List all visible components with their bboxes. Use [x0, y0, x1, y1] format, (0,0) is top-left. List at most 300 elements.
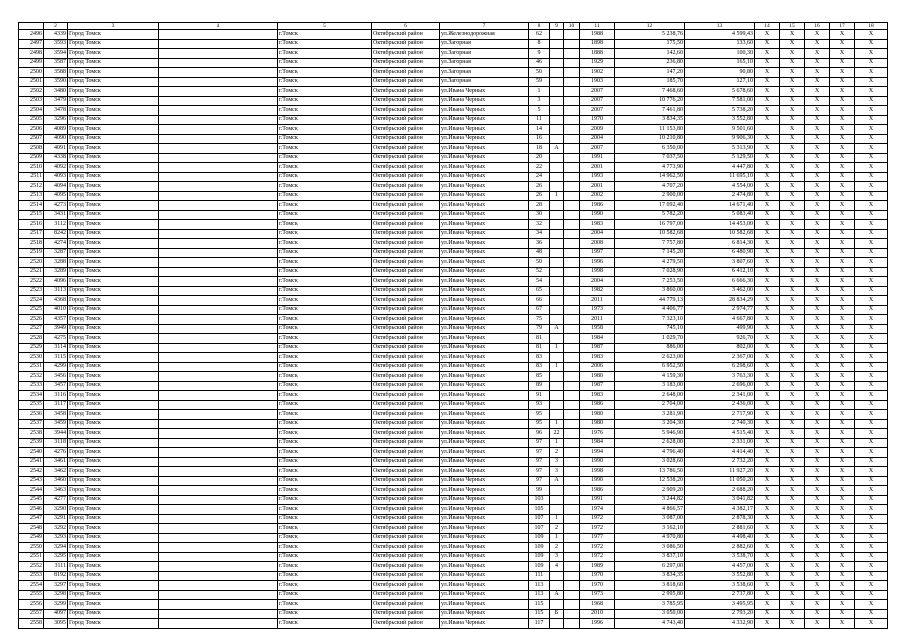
living-area-cell: 2 367,00: [685, 353, 755, 363]
street-cell: ул.Загорная: [440, 58, 529, 68]
flag-16-cell: X: [805, 353, 830, 363]
row-index-cell: 2533: [19, 381, 44, 391]
street-cell: ул.Ивана Черных: [440, 87, 529, 97]
flag-14-cell: X: [755, 581, 780, 591]
letter-cell: [564, 191, 580, 201]
flag-17-cell: X: [830, 125, 855, 135]
district-cell: Октябрьский район: [372, 258, 440, 268]
locality-cell: г.Томск: [278, 305, 372, 315]
municipality-cell: Город Томск: [68, 258, 159, 268]
living-area-cell: 2 696,00: [685, 381, 755, 391]
flag-18-cell: X: [855, 125, 888, 135]
living-area-cell: 3 495,95: [685, 600, 755, 610]
district-cell: Октябрьский район: [372, 486, 440, 496]
blank-cell-cell: [159, 191, 278, 201]
street-cell: ул.Ивана Черных: [440, 248, 529, 258]
object-id-cell: 3944: [44, 429, 68, 439]
street-cell: ул.Ивана Черных: [440, 372, 529, 382]
flag-18-cell: X: [855, 362, 888, 372]
total-area-cell: 3 834,35: [615, 115, 685, 125]
flag-17-cell: X: [830, 49, 855, 59]
flag-15-cell: X: [780, 258, 805, 268]
blank-cell-cell: [159, 524, 278, 534]
blank-cell-cell: [159, 172, 278, 182]
object-id-cell: 3290: [44, 505, 68, 515]
locality-cell: г.Томск: [278, 524, 372, 534]
street-cell: ул.Ивана Черных: [440, 115, 529, 125]
letter-cell: [564, 39, 580, 49]
flag-16-cell: X: [805, 134, 830, 144]
district-cell: Октябрьский район: [372, 68, 440, 78]
row-index-cell: 2510: [19, 163, 44, 173]
row-index-cell: 2503: [19, 96, 44, 106]
year-built-cell: 2007: [580, 96, 615, 106]
letter-cell: [564, 324, 580, 334]
municipality-cell: Город Томск: [68, 77, 159, 87]
flag-18-cell: X: [855, 68, 888, 78]
flag-14-cell: X: [755, 77, 780, 87]
flag-14-cell: X: [755, 562, 780, 572]
district-cell: Октябрьский район: [372, 562, 440, 572]
flag-16-cell: X: [805, 562, 830, 572]
year-built-cell: 1993: [580, 172, 615, 182]
locality-cell: г.Томск: [278, 505, 372, 515]
flag-18-cell: X: [855, 410, 888, 420]
total-area-cell: 4 866,57: [615, 505, 685, 515]
living-area-cell: 3 763,30: [685, 372, 755, 382]
column-header: 10: [564, 23, 580, 30]
district-cell: Октябрьский район: [372, 590, 440, 600]
blank-cell-cell: [159, 229, 278, 239]
table-row: [19, 457, 888, 467]
year-built-cell: 1972: [580, 543, 615, 553]
year-built-cell: 1977: [580, 533, 615, 543]
blank-cell-cell: [159, 457, 278, 467]
flag-16-cell: X: [805, 581, 830, 591]
flag-17-cell: X: [830, 324, 855, 334]
flag-14-cell: X: [755, 87, 780, 97]
row-index-cell: 2541: [19, 457, 44, 467]
living-area-cell: 11 695,10: [685, 172, 755, 182]
row-index-cell: 2553: [19, 571, 44, 581]
municipality-cell: Город Томск: [68, 429, 159, 439]
house-number-cell: 95: [529, 419, 550, 429]
year-built-cell: 1929: [580, 58, 615, 68]
district-cell: Октябрьский район: [372, 524, 440, 534]
district-cell: Октябрьский район: [372, 106, 440, 116]
district-cell: Октябрьский район: [372, 286, 440, 296]
table-row: [19, 49, 888, 59]
flag-14-cell: X: [755, 410, 780, 420]
blank-cell-cell: [159, 486, 278, 496]
district-cell: Октябрьский район: [372, 391, 440, 401]
total-area-cell: 10 210,80: [615, 134, 685, 144]
blank-cell-cell: [159, 125, 278, 135]
house-number-cell: 48: [529, 248, 550, 258]
district-cell: Октябрьский район: [372, 125, 440, 135]
year-built-cell: 2007: [580, 87, 615, 97]
flag-15-cell: X: [780, 524, 805, 534]
flag-14-cell: X: [755, 372, 780, 382]
row-index-cell: 2515: [19, 210, 44, 220]
house-number-cell: 85: [529, 372, 550, 382]
flag-15-cell: X: [780, 562, 805, 572]
flag-15-cell: X: [780, 30, 805, 40]
house-number-cell: 96: [529, 429, 550, 439]
district-cell: Октябрьский район: [372, 457, 440, 467]
flag-15-cell: X: [780, 448, 805, 458]
municipality-cell: Город Томск: [68, 467, 159, 477]
row-index-cell: 2509: [19, 153, 44, 163]
building-cell: [550, 115, 564, 125]
row-index-cell: 2501: [19, 77, 44, 87]
building-cell: 3: [550, 552, 564, 562]
house-number-cell: 113: [529, 590, 550, 600]
table-row: [19, 438, 888, 448]
street-cell: ул.Ивана Черных: [440, 106, 529, 116]
letter-cell: [564, 30, 580, 40]
flag-17-cell: X: [830, 144, 855, 154]
living-area-cell: 5 083,40: [685, 210, 755, 220]
building-cell: [550, 210, 564, 220]
house-number-cell: 111: [529, 571, 550, 581]
letter-cell: [564, 115, 580, 125]
blank-cell-cell: [159, 39, 278, 49]
total-area-cell: 5 946,90: [615, 429, 685, 439]
letter-cell: [564, 562, 580, 572]
flag-15-cell: X: [780, 115, 805, 125]
flag-15-cell: X: [780, 533, 805, 543]
locality-cell: г.Томск: [278, 220, 372, 230]
row-index-cell: 2497: [19, 39, 44, 49]
flag-14-cell: X: [755, 201, 780, 211]
flag-17-cell: X: [830, 448, 855, 458]
year-built-cell: 1983: [580, 353, 615, 363]
year-built-cell: 1990: [580, 210, 615, 220]
street-cell: ул.Ивана Черных: [440, 495, 529, 505]
year-built-cell: 1968: [580, 600, 615, 610]
living-area-cell: 4 332,90: [685, 619, 755, 629]
total-area-cell: 13 786,50: [615, 467, 685, 477]
row-index-cell: 2555: [19, 590, 44, 600]
flag-17-cell: X: [830, 343, 855, 353]
house-number-cell: 109: [529, 552, 550, 562]
building-cell: [550, 220, 564, 230]
registry-body: [19, 30, 888, 629]
table-row: [19, 381, 888, 391]
house-number-cell: 1: [529, 87, 550, 97]
row-index-cell: 2520: [19, 258, 44, 268]
table-row: [19, 182, 888, 192]
row-index-cell: 2545: [19, 495, 44, 505]
table-row: [19, 191, 888, 201]
flag-17-cell: X: [830, 362, 855, 372]
letter-cell: [564, 400, 580, 410]
row-index-cell: 2558: [19, 619, 44, 629]
flag-14-cell: X: [755, 324, 780, 334]
locality-cell: г.Томск: [278, 201, 372, 211]
flag-18-cell: X: [855, 96, 888, 106]
municipality-cell: Город Томск: [68, 619, 159, 629]
flag-17-cell: X: [830, 524, 855, 534]
flag-16-cell: X: [805, 495, 830, 505]
district-cell: Октябрьский район: [372, 438, 440, 448]
locality-cell: г.Томск: [278, 68, 372, 78]
flag-15-cell: X: [780, 353, 805, 363]
street-cell: ул.Ивана Черных: [440, 419, 529, 429]
locality-cell: г.Томск: [278, 609, 372, 619]
row-index-cell: 2532: [19, 372, 44, 382]
letter-cell: [564, 267, 580, 277]
flag-15-cell: X: [780, 210, 805, 220]
living-area-cell: 802,00: [685, 343, 755, 353]
blank-cell-cell: [159, 182, 278, 192]
locality-cell: г.Томск: [278, 115, 372, 125]
building-cell: 2: [550, 543, 564, 553]
flag-15-cell: X: [780, 372, 805, 382]
object-id-cell: 4089: [44, 125, 68, 135]
living-area-cell: 2 717,90: [685, 410, 755, 420]
object-id-cell: 3288: [44, 258, 68, 268]
flag-15-cell: X: [780, 172, 805, 182]
municipality-cell: Город Томск: [68, 172, 159, 182]
district-cell: Октябрьский район: [372, 49, 440, 59]
living-area-cell: 3 807,60: [685, 258, 755, 268]
flag-16-cell: X: [805, 448, 830, 458]
total-area-cell: 10 776,20: [615, 96, 685, 106]
house-number-cell: 109: [529, 543, 550, 553]
district-cell: Октябрьский район: [372, 277, 440, 287]
flag-15-cell: X: [780, 191, 805, 201]
total-area-cell: 4 279,50: [615, 258, 685, 268]
living-area-cell: 5 738,20: [685, 106, 755, 116]
flag-14-cell: X: [755, 467, 780, 477]
municipality-cell: Город Томск: [68, 600, 159, 610]
flag-16-cell: X: [805, 77, 830, 87]
total-area-cell: 4 406,77: [615, 305, 685, 315]
flag-16-cell: X: [805, 229, 830, 239]
row-index-cell: 2543: [19, 476, 44, 486]
blank-cell-cell: [159, 134, 278, 144]
letter-cell: [564, 201, 580, 211]
letter-cell: [564, 248, 580, 258]
flag-16-cell: X: [805, 277, 830, 287]
blank-cell-cell: [159, 419, 278, 429]
flag-18-cell: X: [855, 172, 888, 182]
table-row: [19, 543, 888, 553]
locality-cell: г.Томск: [278, 391, 372, 401]
object-id-cell: 4339: [44, 30, 68, 40]
total-area-cell: 5 782,20: [615, 210, 685, 220]
district-cell: Октябрьский район: [372, 87, 440, 97]
living-area-cell: 4 498,40: [685, 533, 755, 543]
object-id-cell: 3459: [44, 419, 68, 429]
building-cell: [550, 486, 564, 496]
flag-18-cell: X: [855, 134, 888, 144]
living-area-cell: 5 313,90: [685, 144, 755, 154]
year-built-cell: 2007: [580, 144, 615, 154]
locality-cell: г.Томск: [278, 419, 372, 429]
blank-cell-cell: [159, 448, 278, 458]
municipality-cell: Город Томск: [68, 524, 159, 534]
street-cell: ул.Ивана Черных: [440, 172, 529, 182]
district-cell: Октябрьский район: [372, 571, 440, 581]
flag-15-cell: X: [780, 305, 805, 315]
table-row: [19, 239, 888, 249]
locality-cell: г.Томск: [278, 210, 372, 220]
object-id-cell: 4276: [44, 448, 68, 458]
street-cell: ул.Ивана Черных: [440, 619, 529, 629]
blank-cell-cell: [159, 476, 278, 486]
table-row: [19, 201, 888, 211]
district-cell: Октябрьский район: [372, 248, 440, 258]
letter-cell: [564, 372, 580, 382]
flag-15-cell: X: [780, 429, 805, 439]
flag-18-cell: X: [855, 505, 888, 515]
table-row: [19, 524, 888, 534]
object-id-cell: 3289: [44, 267, 68, 277]
total-area-cell: 6 952,50: [615, 362, 685, 372]
locality-cell: г.Томск: [278, 362, 372, 372]
locality-cell: г.Томск: [278, 457, 372, 467]
municipality-cell: Город Томск: [68, 106, 159, 116]
flag-15-cell: X: [780, 505, 805, 515]
year-built-cell: 1986: [580, 486, 615, 496]
flag-16-cell: X: [805, 381, 830, 391]
blank-cell-cell: [159, 362, 278, 372]
total-area-cell: 16 797,00: [615, 220, 685, 230]
flag-16-cell: X: [805, 239, 830, 249]
flag-15-cell: X: [780, 343, 805, 353]
blank-cell-cell: [159, 619, 278, 629]
flag-17-cell: X: [830, 96, 855, 106]
district-cell: Октябрьский район: [372, 315, 440, 325]
table-row: [19, 30, 888, 40]
year-built-cell: 1973: [580, 590, 615, 600]
flag-14-cell: [755, 125, 780, 135]
flag-18-cell: X: [855, 77, 888, 87]
total-area-cell: 2 909,20: [615, 486, 685, 496]
year-built-cell: 2004: [580, 229, 615, 239]
blank-cell-cell: [159, 210, 278, 220]
street-cell: ул.Ивана Черных: [440, 277, 529, 287]
building-cell: А: [550, 476, 564, 486]
year-built-cell: 1984: [580, 438, 615, 448]
flag-14-cell: X: [755, 476, 780, 486]
building-cell: [550, 267, 564, 277]
table-row: [19, 609, 888, 619]
flag-14-cell: X: [755, 144, 780, 154]
living-area-cell: 9 906,30: [685, 134, 755, 144]
flag-16-cell: X: [805, 429, 830, 439]
district-cell: Октябрьский район: [372, 514, 440, 524]
flag-17-cell: X: [830, 182, 855, 192]
flag-16-cell: X: [805, 590, 830, 600]
house-number-cell: 65: [529, 286, 550, 296]
row-index-cell: 2540: [19, 448, 44, 458]
flag-15-cell: X: [780, 58, 805, 68]
row-index-cell: 2521: [19, 267, 44, 277]
district-cell: Октябрьский район: [372, 429, 440, 439]
flag-17-cell: X: [830, 505, 855, 515]
year-built-cell: 1984: [580, 334, 615, 344]
flag-18-cell: X: [855, 619, 888, 629]
flag-14-cell: X: [755, 172, 780, 182]
total-area-cell: 7 253,50: [615, 277, 685, 287]
flag-14-cell: X: [755, 305, 780, 315]
flag-14-cell: X: [755, 248, 780, 258]
letter-cell: [564, 87, 580, 97]
street-cell: ул.Ивана Черных: [440, 229, 529, 239]
municipality-cell: Город Томск: [68, 87, 159, 97]
blank-cell-cell: [159, 96, 278, 106]
flag-14-cell: X: [755, 429, 780, 439]
flag-17-cell: X: [830, 286, 855, 296]
house-number-cell: 107: [529, 524, 550, 534]
living-area-cell: 14 453,00: [685, 220, 755, 230]
row-index-cell: 2527: [19, 324, 44, 334]
flag-17-cell: X: [830, 58, 855, 68]
building-cell: [550, 581, 564, 591]
flag-16-cell: X: [805, 220, 830, 230]
flag-15-cell: X: [780, 543, 805, 553]
table-row: [19, 315, 888, 325]
flag-14-cell: X: [755, 220, 780, 230]
living-area-cell: 2 881,60: [685, 524, 755, 534]
building-cell: [550, 248, 564, 258]
municipality-cell: Город Томск: [68, 581, 159, 591]
total-area-cell: 142,60: [615, 49, 685, 59]
letter-cell: [564, 77, 580, 87]
flag-15-cell: X: [780, 476, 805, 486]
flag-17-cell: X: [830, 533, 855, 543]
letter-cell: [564, 286, 580, 296]
locality-cell: г.Томск: [278, 87, 372, 97]
flag-14-cell: X: [755, 96, 780, 106]
district-cell: Октябрьский район: [372, 30, 440, 40]
flag-15-cell: X: [780, 96, 805, 106]
street-cell: ул.Ивана Черных: [440, 324, 529, 334]
street-cell: ул.Ивана Черных: [440, 533, 529, 543]
street-cell: ул.Ивана Черных: [440, 362, 529, 372]
table-row: [19, 258, 888, 268]
row-index-cell: 2500: [19, 68, 44, 78]
year-built-cell: 1973: [580, 305, 615, 315]
flag-18-cell: X: [855, 343, 888, 353]
district-cell: Октябрьский район: [372, 353, 440, 363]
living-area-cell: 7 581,00: [685, 96, 755, 106]
street-cell: ул.Ивана Черных: [440, 315, 529, 325]
locality-cell: г.Томск: [278, 571, 372, 581]
blank-cell-cell: [159, 267, 278, 277]
district-cell: Октябрьский район: [372, 410, 440, 420]
flag-18-cell: X: [855, 400, 888, 410]
letter-cell: [564, 58, 580, 68]
district-cell: Октябрьский район: [372, 229, 440, 239]
locality-cell: г.Томск: [278, 163, 372, 173]
table-row: [19, 619, 888, 629]
district-cell: Октябрьский район: [372, 543, 440, 553]
flag-16-cell: X: [805, 39, 830, 49]
building-cell: [550, 239, 564, 249]
flag-15-cell: X: [780, 182, 805, 192]
flag-17-cell: X: [830, 571, 855, 581]
flag-18-cell: X: [855, 296, 888, 306]
building-cell: [550, 163, 564, 173]
table-row: [19, 334, 888, 344]
flag-15-cell: X: [780, 457, 805, 467]
row-index-cell: 2506: [19, 125, 44, 135]
